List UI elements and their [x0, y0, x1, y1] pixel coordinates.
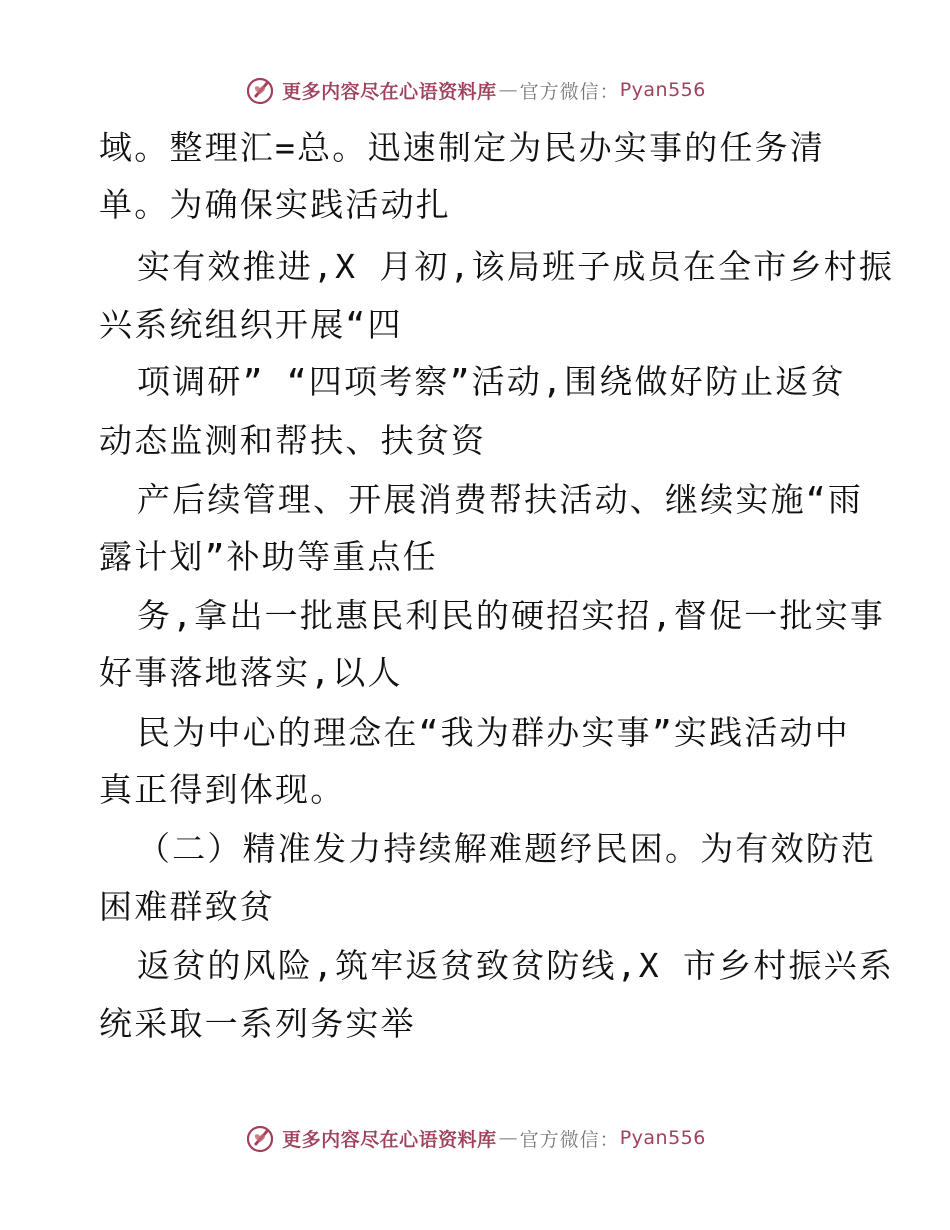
quill-heart-logo-icon — [244, 1122, 276, 1154]
text-line: 露计划”补助等重点任 — [99, 537, 438, 576]
watermark-wechat-label: 官方微信： — [519, 1128, 620, 1151]
text-line: 域。整理汇=总。迅速制定为民办实事的任务清 — [99, 128, 826, 167]
watermark-separator: — — [498, 79, 518, 101]
text-line: 单。为确保实践活动扎 — [99, 185, 451, 224]
footer-watermark — [0, 1118, 950, 1158]
text-line: 项调研” “四项考察”活动,围绕做好防止返贫 — [137, 362, 846, 401]
text-line: 民为中心的理念在“我为群办实事”实践活动中 — [137, 713, 850, 752]
text-line: 好事落地落实,以人 — [99, 653, 403, 692]
text-line: 困难群致贫 — [99, 887, 275, 926]
watermark-brand: 更多内容尽在心语资料库 — [282, 1128, 497, 1151]
watermark-brand: 更多内容尽在心语资料库 — [282, 80, 497, 103]
watermark-wechat-id: Pyan556 — [619, 1127, 706, 1149]
text-line: 统采取一系列务实举 — [99, 1004, 416, 1043]
text-line: （二）精准发力持续解难题纾民困。为有效防范 — [137, 829, 877, 868]
watermark-wechat-label: 官方微信： — [519, 80, 620, 103]
watermark-separator: — — [498, 1127, 518, 1149]
text-line: 真正得到体现。 — [99, 770, 346, 809]
text-line: 动态监测和帮扶、扶贫资 — [99, 421, 487, 460]
header-watermark — [0, 70, 950, 110]
text-line: 实有效推进,X 月初,该局班子成员在全市乡村振 — [137, 247, 895, 286]
text-line: 兴系统组织开展“四 — [99, 305, 403, 344]
quill-heart-logo-icon — [244, 74, 276, 106]
watermark-wechat-id: Pyan556 — [619, 79, 706, 101]
text-line: 产后续管理、开展消费帮扶活动、继续实施“雨 — [137, 480, 864, 519]
text-line: 返贫的风险,筑牢返贫致贫防线,X 市乡村振兴系 — [137, 946, 895, 985]
text-line: 务,拿出一批惠民利民的硬招实招,督促一批实事 — [137, 596, 886, 635]
